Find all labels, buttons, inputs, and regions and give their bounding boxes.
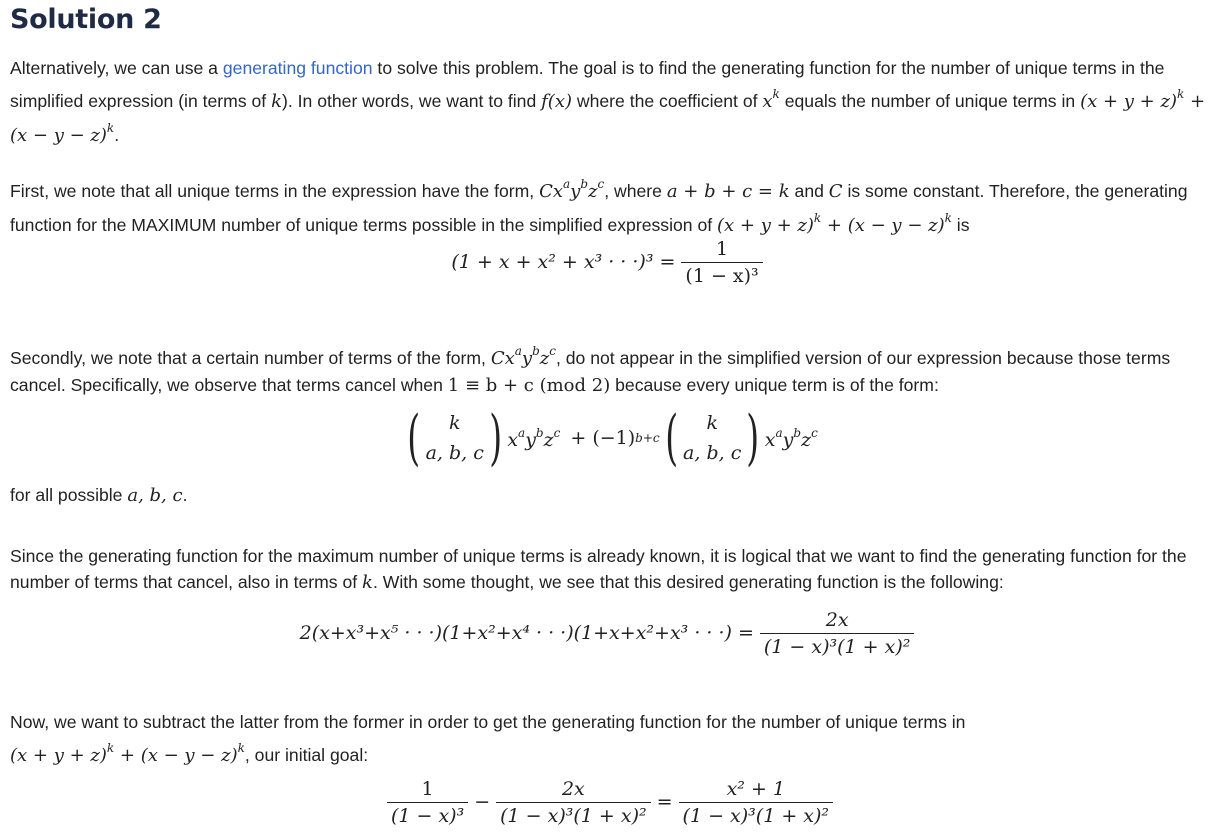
paragraph-second: Secondly, we note that a certain number of terms of the form, $Cx^ay^bz^c$, do not appear in the simplified version of our expression because those terms cancel. Specifically, we observe that terms cancel when 1 ≡ b + c (mod 2) because every unique term is of the form:	[10, 344, 1171, 396]
math-expression: $(x + y + z)^k + (x - y - z)^k$	[10, 87, 1206, 146]
equation-unique-term: ( k a, b, c ) $x^ay^bz^c$ + (−1) b+c ( k a, b, c ) $x^ay^bz^c$	[407, 403, 818, 473]
paragraph-now: Now, we want to subtract the latter from the former in order to get the generating function for the number of unique terms in $(x + y + z)^k + (x - y - z)^k$, our initial goal:	[10, 712, 966, 766]
binomial-2: k a, b, c	[683, 412, 742, 464]
equation-max-terms	[10, 232, 1210, 292]
math-expression-3: $(x + y + z)^k + (x - y - z)^k$	[10, 741, 245, 766]
equation-final: $\frac{1}{\text{(1 − x)³}}$ − $\frac{2x}{\text{(1 − x)³(1 + x)²}}$ = $\frac{\text{x² + 1}}{\text{(1 − x)³(1 + x)²}}$	[10, 772, 1210, 832]
binomial-1: k a, b, c	[425, 412, 484, 464]
paragraph-first: First, we note that all unique terms in the expression have the form, $Cx^ay^bz^c$, where a + b + c = k and C is some constant. Therefore, the generating function for the MAXIMUM number of unique terms possible in the simplified expression of $(x + y + z)^k + (x - y - z)^k$ is	[10, 177, 1188, 236]
math-xk: $x^k$	[762, 87, 780, 112]
math-abc: a, b, c	[127, 485, 183, 506]
math-fx: f(x)	[541, 91, 572, 112]
paragraph-intro: Alternatively, we can use a generating function to solve this problem. The goal is to find the generating function for the number of unique terms in the simplified expression (in terms of k). In other words, we want to find f(x) where the coefficient of $x^k$ equals the number of unique terms in $(x + y + z)^k + (x - y - z)^k$.	[10, 58, 1206, 146]
generating-function-link[interactable]: generating function	[222, 58, 373, 78]
equation-cancel-terms	[10, 603, 1210, 663]
math-k-2: k	[362, 572, 373, 593]
math-C: C	[828, 181, 843, 202]
math-k: k	[271, 91, 282, 112]
paragraph-since: Since the generating function for the maximum number of unique terms is already known, it is logical that we want to find the generating function for the number of terms that cancel, also in terms of k. With some thought, we see that this desired generating function is the following:	[10, 546, 1187, 593]
math-mod-condition: 1 ≡ b + c (mod 2)	[447, 375, 611, 396]
eq3-lhs: 2(x+x³+x⁵ · · ·)(1+x²+x⁴ · · ·)(1+x+x²+x³ · · ·) =	[299, 622, 754, 644]
eq3-fraction: $\frac{2x}{\text{(1 − x)³(1 + x)²}}$	[760, 609, 915, 658]
eq4-fraction-2: $\frac{2x}{\text{(1 − x)³(1 + x)²}}$	[496, 778, 651, 827]
eq4-fraction-3: $\frac{\text{x² + 1}}{\text{(1 − x)³(1 + x)²}}$	[679, 778, 834, 827]
eq1-fraction: $\frac{1}{\text{(1 − x)³}}$	[681, 238, 762, 287]
paragraph-for-all: for all possible a, b, c.	[10, 485, 188, 506]
eq1-lhs: (1 + x + x² + x³ · · ·)³ =	[451, 251, 676, 273]
math-expression-2: $(x + y + z)^k + (x - y - z)^k$	[717, 211, 952, 236]
eq4-fraction-1: $\frac{1}{\text{(1 − x)³}}$	[387, 778, 468, 827]
math-condition: a + b + c = k	[666, 181, 790, 202]
math-term-form-2: $Cx^ay^bz^c$	[490, 344, 556, 369]
math-term-form: $Cx^ay^bz^c$	[539, 177, 605, 202]
section-heading: Solution 2	[10, 4, 162, 35]
